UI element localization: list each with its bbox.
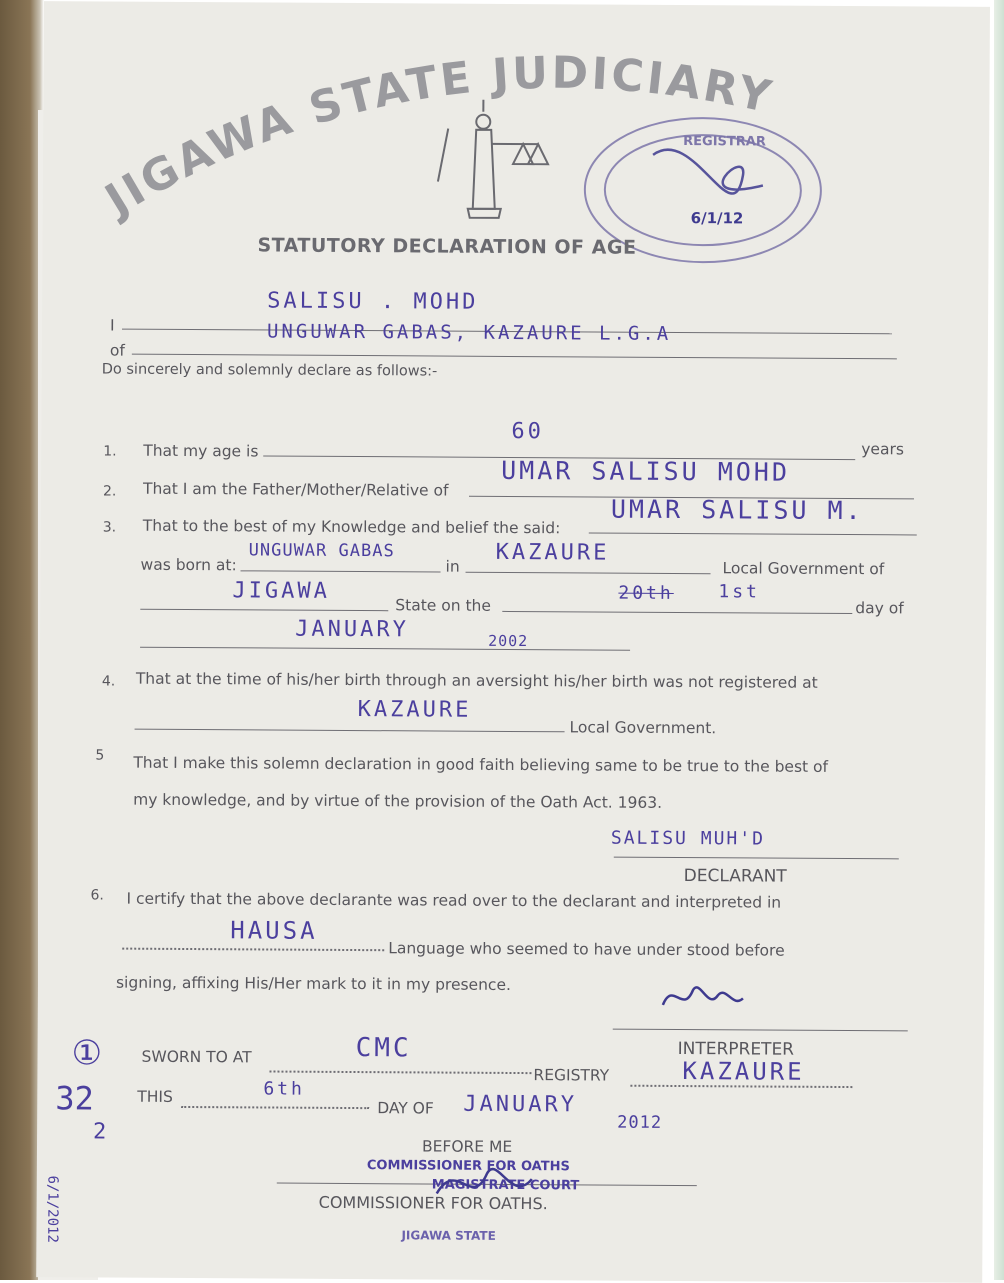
commissioner-stamp-1: COMMISSIONER FOR OATHS <box>366 1158 570 1175</box>
declarant-prefix: I <box>109 316 115 335</box>
item-1-label: That my age is <box>143 441 259 461</box>
this-day-line <box>181 1106 369 1109</box>
commissioner-stamp-2: MAGISTRATE COURT <box>431 1177 580 1194</box>
of-label: of <box>109 341 125 360</box>
local-government-label: Local Government. <box>569 718 717 738</box>
born-at-line <box>241 570 441 572</box>
item-4-label: That at the time of his/her birth through an aversight his/her birth was not registered at <box>135 669 818 692</box>
declaration-paper <box>36 1 990 1283</box>
item-6-number: 6. <box>90 887 104 904</box>
margin-note-circle: ① <box>71 1033 103 1074</box>
sworn-label: SWORN TO AT <box>141 1047 252 1067</box>
address-line <box>132 354 897 360</box>
child-name: UMAR SALISU M. <box>610 494 864 526</box>
commissioner-stamp-3: JIGAWA STATE <box>401 1228 496 1243</box>
in-label: in <box>445 557 460 576</box>
registration-line <box>135 729 565 733</box>
local-government-of-label: Local Government of <box>722 559 885 579</box>
year-value: 2002 <box>488 631 529 651</box>
born-at-label: was born at: <box>140 555 237 575</box>
state-value: JIGAWA <box>232 578 330 604</box>
stamp-date: 6/1/12 <box>690 209 744 228</box>
day-line <box>502 611 852 614</box>
header-arch <box>42 1 990 307</box>
item-6-line-2: Language who seemed to have under stood before <box>388 939 785 960</box>
item-2-label: That I am the Father/Mother/Relative of <box>142 479 449 500</box>
before-me-label: BEFORE ME <box>421 1137 513 1156</box>
sworn-day: 6th <box>263 1078 305 1100</box>
lga-line <box>466 572 711 574</box>
state-on-the-label: State on the <box>395 596 492 615</box>
sworn-place: CMC <box>355 1033 412 1064</box>
right-edge <box>994 0 1004 1280</box>
interpreter-signature <box>658 980 748 1021</box>
declarant-label: DECLARANT <box>683 866 787 887</box>
day-of-sworn-label: DAY OF <box>377 1099 434 1118</box>
item-6-line-3: signing, affixing His/Her mark to it in my presence. <box>115 973 511 994</box>
state-judiciary-title: JIGAWA STATE JUDICIARY <box>96 47 778 226</box>
justice-emblem-icon <box>438 100 549 219</box>
item-3-label: That to the best of my Knowledge and belief the said: <box>142 516 561 538</box>
age-value: 60 <box>511 418 544 445</box>
item-6-line-1: I certify that the above declarante was read over to the declarant and interpreted in <box>126 889 782 912</box>
interpreter-line <box>613 1029 908 1032</box>
registry-value: KAZAURE <box>682 1057 805 1086</box>
sworn-month: JANUARY <box>463 1091 578 1118</box>
years-label: years <box>861 440 904 459</box>
declarant-name: SALISU . MOHD <box>267 288 479 315</box>
declarant-signature: SALISU MUH'D <box>610 827 766 850</box>
relative-name: UMAR SALISU MOHD <box>501 455 791 487</box>
item-2-number: 2. <box>102 483 117 500</box>
registration-lga: KAZAURE <box>357 697 472 723</box>
margin-note-32: 32 <box>55 1079 94 1118</box>
item-3-number: 3. <box>102 519 117 536</box>
item-4-number: 4. <box>101 673 116 690</box>
item-5-line-2: my knowledge, and by virtue of the provision of the Oath Act. 1963. <box>133 790 663 812</box>
sworn-line <box>269 1071 531 1075</box>
form-title: STATUTORY DECLARATION OF AGE <box>257 234 637 259</box>
month-line <box>140 647 630 651</box>
child-line <box>589 532 917 535</box>
margin-note-2: 2 <box>93 1119 107 1145</box>
language-line <box>122 948 384 952</box>
month-value: JANUARY <box>295 616 409 643</box>
born-at-value: UNGUWAR GABAS <box>248 540 395 562</box>
item-5-number: 5 <box>95 747 105 764</box>
declarant-line <box>614 857 899 860</box>
intro-text: Do sincerely and solemnly declare as follows:- <box>101 361 438 380</box>
day-of-label: day of <box>855 599 904 618</box>
declarant-address: UNGUWAR GABAS, KAZAURE L.G.A <box>266 320 672 345</box>
day-value: 1st <box>718 581 760 603</box>
state-line <box>140 609 388 612</box>
sworn-year: 2012 <box>617 1112 663 1133</box>
registry-label: REGISTRY <box>533 1066 610 1085</box>
this-label: THIS <box>137 1087 173 1106</box>
commissioner-label: COMMISSIONER FOR OATHS. <box>318 1192 548 1214</box>
stamp-text: REGISTRAR <box>683 134 766 150</box>
language-value: HAUSA <box>230 916 318 945</box>
margin-note-date: 6/1/2012 <box>44 1175 61 1243</box>
lga-value: KAZAURE <box>495 539 610 566</box>
item-1-number: 1. <box>103 443 117 460</box>
item-5-line-1: That I make this solemn declaration in good faith believing same to be true to the best of <box>133 753 829 776</box>
day-struck: 20th <box>618 582 674 604</box>
interpreter-label: INTERPRETER <box>677 1039 795 1060</box>
